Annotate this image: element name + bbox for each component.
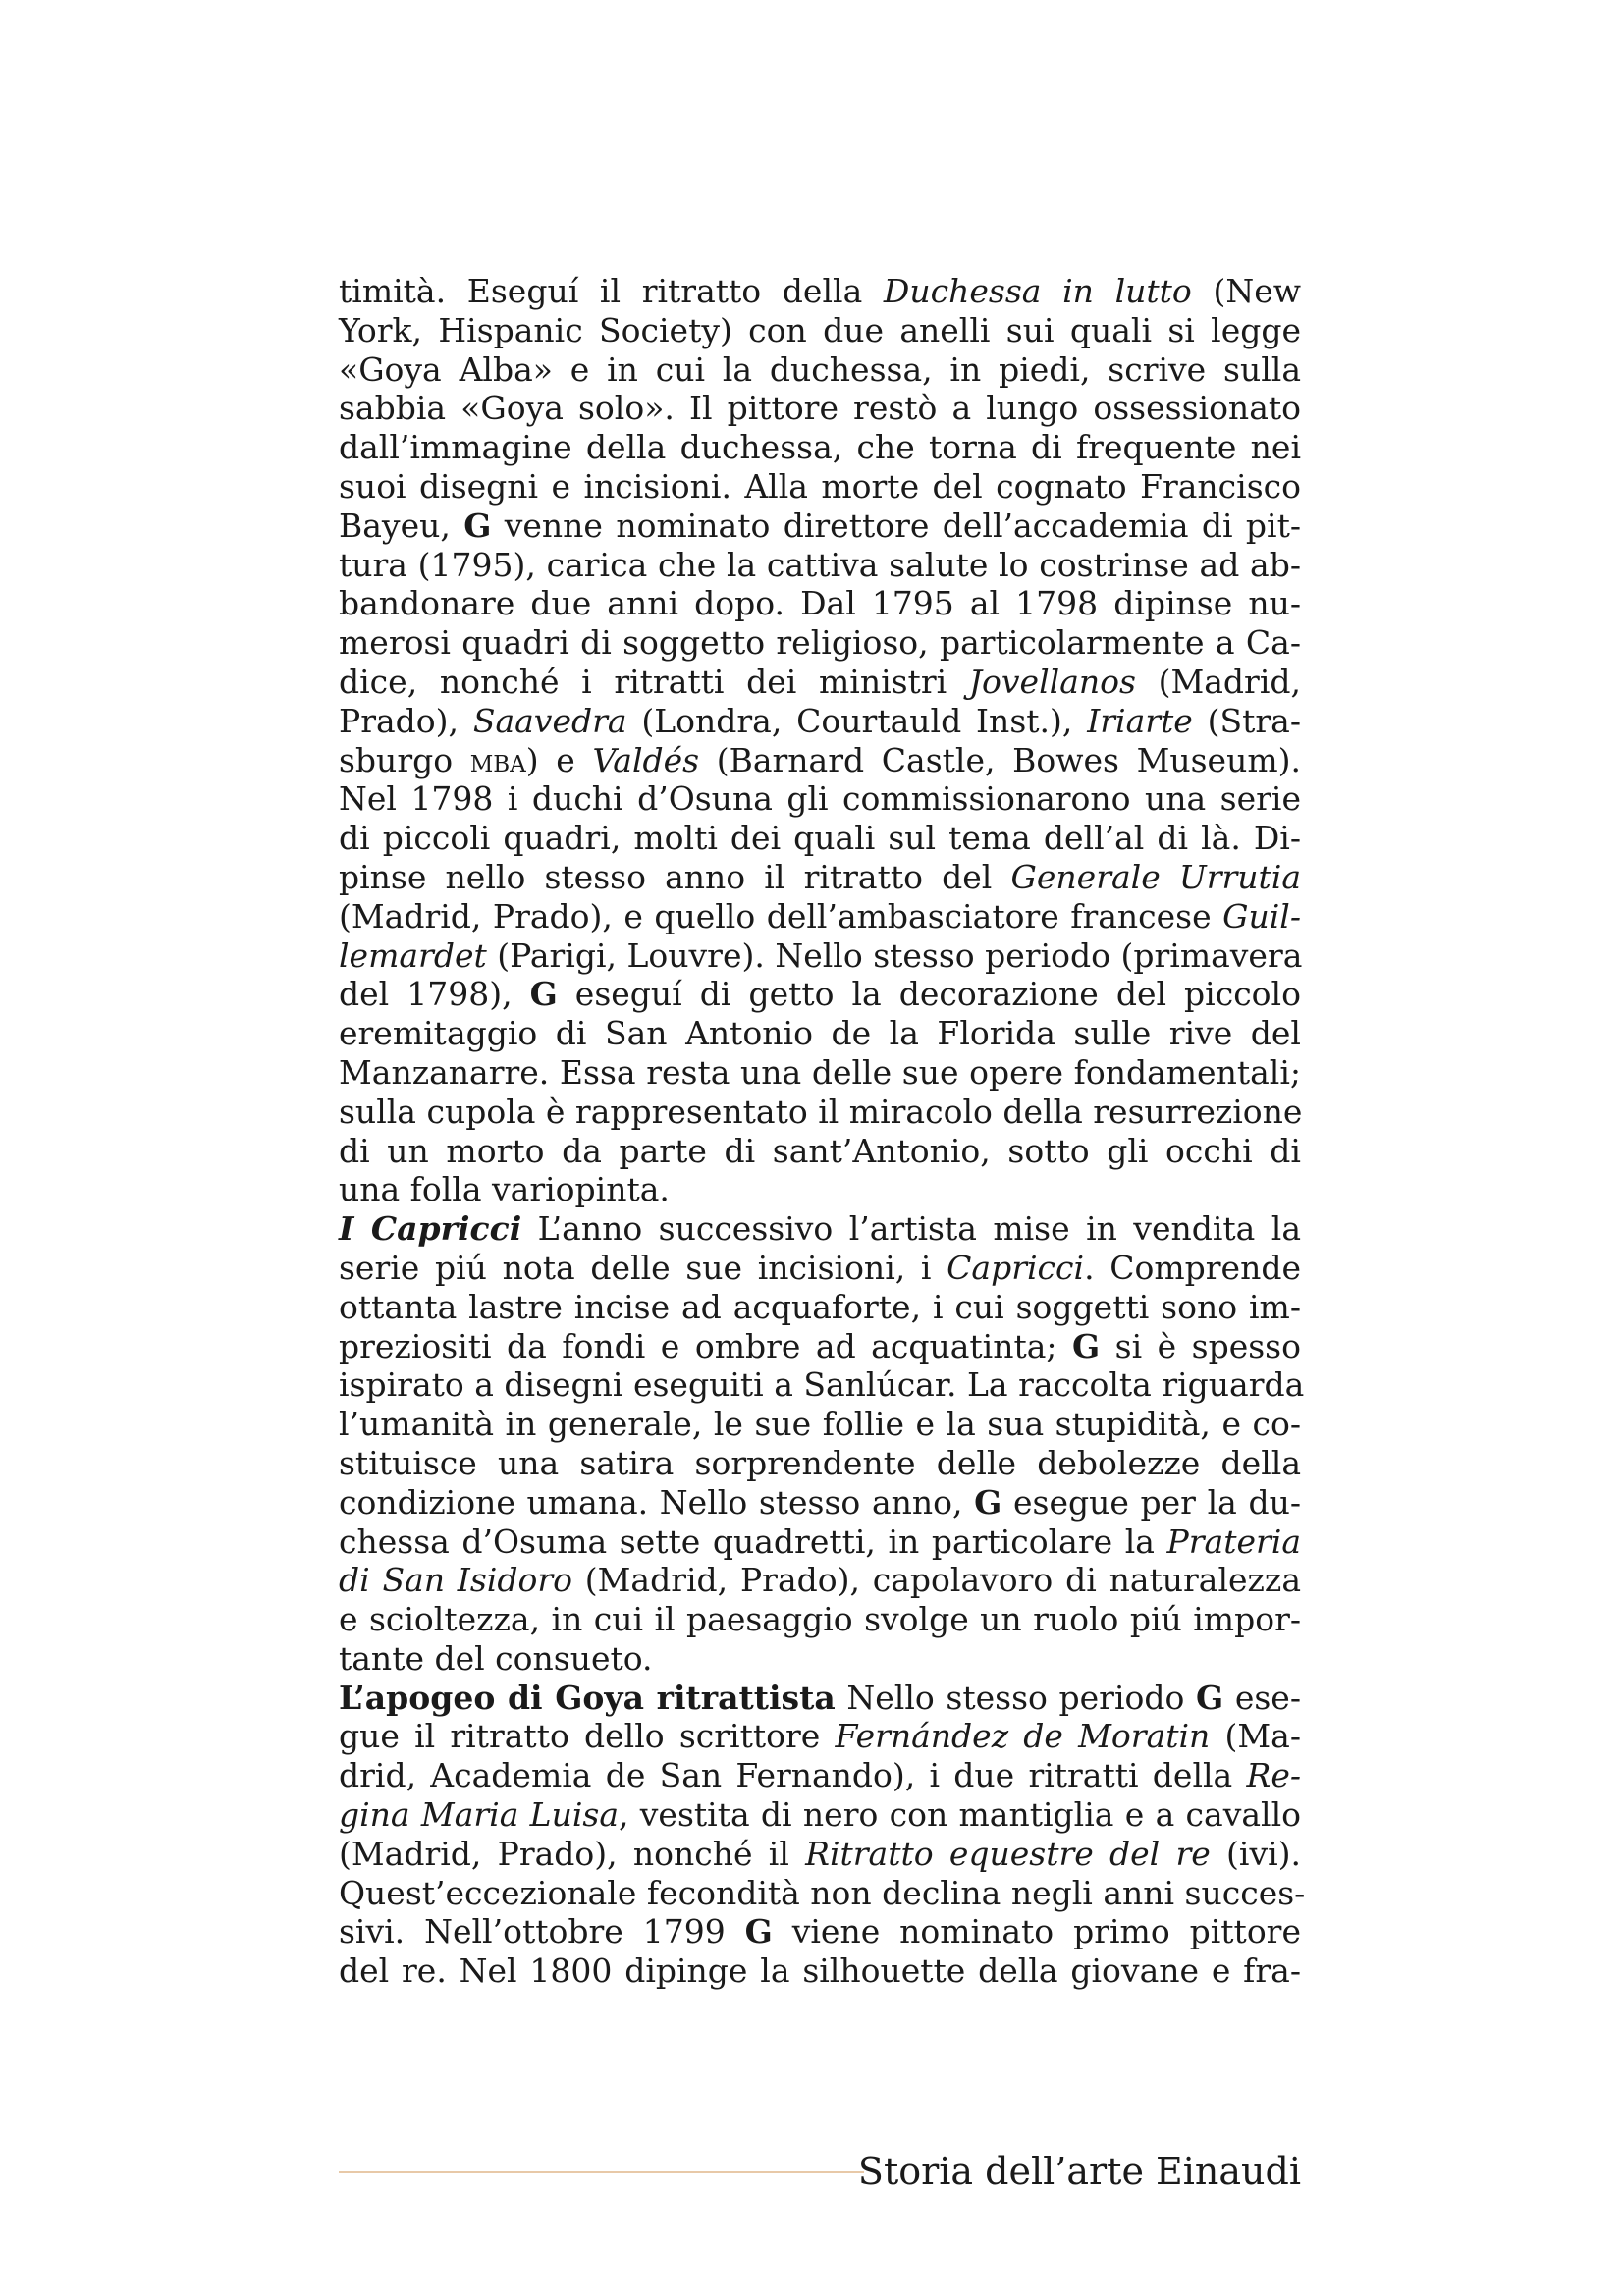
text-line bbox=[339, 1249, 1301, 1288]
text-segment: ) e bbox=[525, 740, 593, 779]
text-segment: (Barnard Castle, Bowes Museum). bbox=[699, 740, 1301, 779]
text-segment: pinse nello stesso anno il ritratto del bbox=[339, 857, 1011, 896]
text-line bbox=[339, 507, 1301, 546]
text-segment: dice, nonché i ritratti dei ministri bbox=[339, 662, 969, 701]
text-segment: G bbox=[529, 975, 558, 1014]
text-segment: ottanta lastre incise ad acquaforte, i cui soggetti sono im- bbox=[339, 1287, 1301, 1326]
text-line bbox=[339, 1756, 1301, 1795]
text-segment: (Londra, Courtauld Inst.), bbox=[626, 701, 1088, 740]
text-line bbox=[339, 1405, 1301, 1444]
text-segment: gina Maria Luisa bbox=[339, 1795, 619, 1835]
text-segment: si è spesso bbox=[1100, 1326, 1301, 1365]
text-segment: Guil- bbox=[1222, 896, 1301, 935]
text-segment: e scioltezza, in cui il paesaggio svolge un ruolo piú impor- bbox=[339, 1600, 1301, 1639]
text-segment: ispirato a disegni eseguiti a Sanlúcar. La raccolta riguarda bbox=[339, 1365, 1305, 1405]
text-segment: Jovellanos bbox=[968, 662, 1136, 701]
text-segment: sivi. Nell’ottobre 1799 bbox=[339, 1912, 745, 1951]
text-line bbox=[339, 1639, 1301, 1679]
text-line bbox=[339, 1561, 1301, 1600]
text-segment: di piccoli quadri, molti dei quali sul tema dell’al di là. Di- bbox=[339, 819, 1301, 858]
text-segment: (Madrid, bbox=[1135, 662, 1301, 701]
text-segment: (Madrid, Prado), e quello dell’ambasciatore francese bbox=[339, 896, 1223, 935]
text-segment: «Goya Alba» e in cui la duchessa, in piedi, scrive sulla bbox=[339, 349, 1301, 389]
text-line bbox=[339, 467, 1301, 507]
text-segment: (Madrid, Prado), capolavoro di naturalezza bbox=[571, 1561, 1301, 1600]
text-segment: ese- bbox=[1223, 1678, 1301, 1717]
text-segment: Ritratto equestre del re bbox=[805, 1834, 1211, 1873]
text-segment: serie piú nota delle sue incisioni, i bbox=[339, 1248, 947, 1287]
text-line bbox=[339, 546, 1301, 585]
text-segment: York, Hispanic Society) con due anelli sui quali si legge bbox=[339, 310, 1301, 349]
text-line bbox=[339, 1288, 1301, 1327]
footer bbox=[339, 2148, 1301, 2197]
text-segment: lemardet bbox=[339, 935, 487, 975]
text-segment: Bayeu, bbox=[339, 506, 464, 545]
text-line bbox=[339, 1522, 1301, 1562]
text-segment: tura (1795), carica che la cattiva salute lo costrinse ad ab- bbox=[339, 545, 1301, 584]
text-segment: condizione umana. Nello stesso anno, bbox=[339, 1482, 975, 1522]
text-segment: I Capricci bbox=[339, 1209, 522, 1249]
text-segment: G bbox=[1196, 1678, 1224, 1717]
text-segment: drid, Academia de San Fernando), i due ritratti della bbox=[339, 1756, 1247, 1795]
text-segment: Prado), bbox=[339, 701, 473, 740]
text-line bbox=[339, 936, 1301, 976]
text-segment: bandonare due anni dopo. Dal 1795 al 1798 dipinse nu- bbox=[339, 584, 1301, 623]
text-segment: gue il ritratto dello scrittore bbox=[339, 1717, 836, 1756]
text-line bbox=[339, 819, 1301, 858]
text-segment: del 1798), bbox=[339, 975, 530, 1014]
footer-rule bbox=[339, 2171, 864, 2173]
text-segment: timità. Eseguí il ritratto della bbox=[339, 272, 884, 310]
text-segment: L’anno successivo l’artista mise in vendita la bbox=[521, 1209, 1302, 1249]
text-line bbox=[339, 1679, 1301, 1718]
text-segment: (ivi). bbox=[1210, 1834, 1302, 1873]
text-line bbox=[339, 428, 1301, 467]
text-line bbox=[339, 1093, 1301, 1132]
text-segment: una folla variopinta. bbox=[339, 1170, 670, 1209]
text-segment: (Parigi, Louvre). Nello stesso periodo (primavera bbox=[486, 935, 1303, 975]
text-segment: eremitaggio di San Antonio de la Florida sulle rive del bbox=[339, 1014, 1301, 1053]
text-segment: (New bbox=[1191, 272, 1301, 310]
text-segment: G bbox=[974, 1482, 1002, 1522]
text-segment: Generale Urrutia bbox=[1010, 857, 1301, 896]
text-segment: (Stra- bbox=[1192, 701, 1301, 740]
text-segment: Nel 1798 i duchi d’Osuna gli commissionarono una serie bbox=[339, 779, 1301, 819]
text-segment: dall’immagine della duchessa, che torna di frequente nei bbox=[339, 428, 1301, 467]
text-segment: l’umanità in generale, le sue follie e la sua stupidità, e co- bbox=[339, 1405, 1301, 1444]
text-segment: Manzanarre. Essa resta una delle sue opere fondamentali; bbox=[339, 1052, 1301, 1092]
text-line bbox=[339, 1209, 1301, 1249]
text-line bbox=[339, 1795, 1301, 1835]
text-segment: stituisce una satira sorprendente delle debolezze della bbox=[339, 1443, 1301, 1482]
text-line bbox=[339, 584, 1301, 623]
text-segment: Duchessa in lutto bbox=[883, 272, 1192, 310]
text-segment: preziositi da fondi e ombre ad acquatinta; bbox=[339, 1326, 1072, 1365]
text-segment: Iriarte bbox=[1087, 701, 1193, 740]
text-segment: G bbox=[1072, 1326, 1101, 1365]
text-line bbox=[339, 1717, 1301, 1756]
text-line bbox=[339, 779, 1301, 819]
text-line bbox=[339, 1873, 1306, 1913]
text-line bbox=[339, 1444, 1301, 1483]
text-line bbox=[339, 663, 1301, 702]
text-line bbox=[339, 1835, 1301, 1874]
text-line bbox=[339, 1912, 1301, 1951]
text-line bbox=[339, 350, 1301, 390]
text-segment: Prateria bbox=[1166, 1522, 1301, 1561]
footer-title: Storia dell’arte Einaudi bbox=[857, 2150, 1301, 2193]
text-segment: sburgo bbox=[339, 740, 470, 779]
text-segment: G bbox=[744, 1912, 773, 1951]
text-segment: mba bbox=[469, 740, 526, 779]
text-segment: . Comprende bbox=[1084, 1248, 1301, 1287]
text-segment: L’apogeo di Goya ritrattista bbox=[339, 1678, 836, 1717]
text-segment: Valdés bbox=[592, 740, 700, 779]
text-segment: tante del consueto. bbox=[339, 1638, 653, 1678]
body-text bbox=[339, 272, 1306, 1991]
text-line bbox=[339, 389, 1301, 428]
text-segment: (Madrid, Prado), nonché il bbox=[339, 1834, 806, 1873]
text-segment: di un morto da parte di sant’Antonio, sotto gli occhi di bbox=[339, 1131, 1301, 1170]
text-line bbox=[339, 272, 1301, 311]
text-line bbox=[339, 858, 1301, 897]
text-segment: sabbia «Goya solo». Il pittore restò a lungo ossessionato bbox=[339, 389, 1301, 428]
text-segment: G bbox=[463, 506, 492, 545]
text-line bbox=[339, 1170, 1301, 1209]
text-segment: di San Isidoro bbox=[339, 1561, 572, 1600]
text-line bbox=[339, 1327, 1301, 1366]
text-segment: chessa d’Osuma sette quadretti, in particolare la bbox=[339, 1522, 1167, 1561]
text-line bbox=[339, 1600, 1301, 1639]
text-segment: , vestita di nero con mantiglia e a cavallo bbox=[619, 1795, 1301, 1835]
text-segment: Re- bbox=[1246, 1756, 1301, 1795]
text-segment: Saavedra bbox=[472, 701, 627, 740]
text-segment: Fernández de Moratin bbox=[835, 1717, 1211, 1756]
text-line bbox=[339, 1951, 1301, 1991]
text-line bbox=[339, 1053, 1301, 1093]
text-line bbox=[339, 975, 1301, 1014]
text-segment: del re. Nel 1800 dipinge la silhouette della giovane e fra- bbox=[339, 1951, 1301, 1991]
text-segment: eseguí di getto la decorazione del piccolo bbox=[557, 975, 1301, 1014]
text-segment: Capricci bbox=[947, 1248, 1085, 1287]
text-line bbox=[339, 1014, 1301, 1053]
text-segment: Quest’eccezionale fecondità non declina negli anni succes- bbox=[339, 1873, 1306, 1912]
text-segment: Nello stesso periodo bbox=[835, 1678, 1197, 1717]
text-line bbox=[339, 702, 1301, 741]
text-segment: esegue per la du- bbox=[1001, 1482, 1302, 1522]
text-segment: venne nominato direttore dell’accademia di pit- bbox=[491, 506, 1301, 545]
text-segment: suoi disegni e incisioni. Alla morte del cognato Francisco bbox=[339, 466, 1301, 506]
text-line bbox=[339, 1483, 1301, 1522]
text-segment: viene nominato primo pittore bbox=[772, 1912, 1301, 1951]
text-segment: sulla cupola è rappresentato il miracolo della resurrezione bbox=[339, 1092, 1303, 1131]
text-segment: merosi quadri di soggetto religioso, particolarmente a Ca- bbox=[339, 623, 1301, 663]
text-line bbox=[339, 311, 1301, 350]
text-line bbox=[339, 623, 1301, 663]
text-segment: (Ma- bbox=[1210, 1717, 1302, 1756]
text-line bbox=[339, 1365, 1305, 1405]
text-line bbox=[339, 897, 1301, 936]
text-line bbox=[339, 1132, 1301, 1171]
text-line bbox=[339, 741, 1301, 780]
